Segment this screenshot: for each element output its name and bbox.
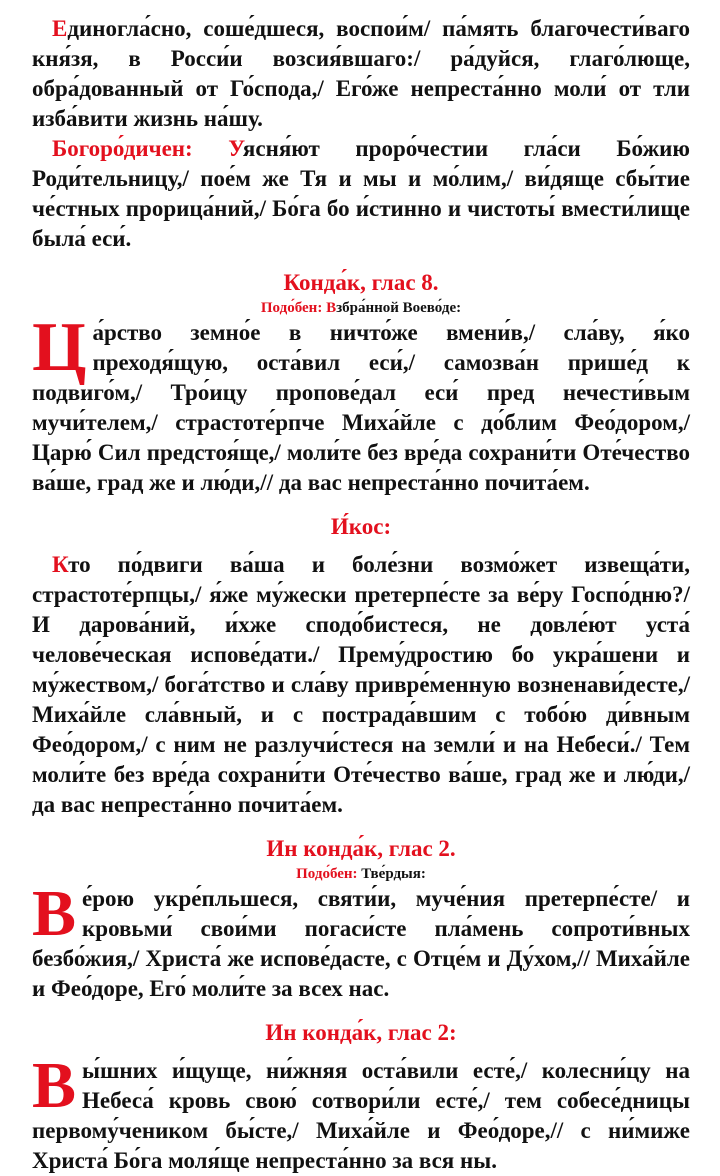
red-initial-letter: К [52, 552, 69, 577]
kondak-text-paragraph [32, 309, 690, 498]
in-kondak-text-1: е́рою укре́пльшеся, святи́и, муче́ния претерпе́сте/ и кровьми́ свои́ми погаси́сте пла́мень сопроти́вных безбо́жия,/ Христа́ же испове́дасте, с Отце́м и Ду́хом,// Миха́йле и Фео́доре, Его́ моли́те за всех нас. [32, 886, 690, 1001]
podoben-initial: В [326, 300, 337, 316]
in-kondak-paragraph-1 [32, 877, 690, 1004]
kondak-text: а́рство земно́е в ничто́же вмени́в,/ сла́ву, я́ко преходя́щую, оста́вил еси́,/ самозва́н прише́д к подвиго́м,/ Тро́ицу пропове́дал еси́ пред нечести́вым мучи́телем,/ страстоте́рпче Миха́йле с до́блим Фео́дором,/ Царю́ Сил предстоя́ще,/ моли́те без вре́да сохрани́ти Оте́чество ва́ше, град же и лю́ди,// да вас непреста́нно почита́ем. [32, 320, 690, 495]
podoben-text: збра́нной Воево́де: [336, 300, 462, 316]
in-kondak-podoben [32, 864, 690, 884]
bogorodichen-text: ясня́ют проро́честии гла́си Бо́жию Роди́тельницу,/ пое́м же Тя и мы и мо́лим,/ ви́дяще сбы́тие че́стных прорица́ний,/ Бо́га бо и́стинно и чистоты́ вмести́лище была́ еси́. [32, 136, 690, 251]
in-kondak-paragraph-2 [32, 1049, 690, 1176]
red-initial-letter: У [228, 136, 243, 161]
bogorodichen-paragraph [32, 134, 690, 254]
kondak-heading: Конда́к, глас 8. [283, 270, 439, 295]
podoben-text: Тве́рдыя: [361, 866, 426, 882]
drop-cap-initial: В [32, 1049, 77, 1122]
in-kondak-heading-1: Ин конда́к, глас 2. [266, 836, 456, 861]
red-initial-letter: Е [52, 16, 68, 41]
drop-cap-initial: Ц [32, 309, 87, 386]
in-kondak-heading-2: Ин конда́к, глас 2: [265, 1020, 457, 1045]
podoben-label: Подо́бен: [260, 300, 327, 316]
ikos-text: то по́двиги ва́ша и боле́зни возмо́жет извеща́ти, страстоте́рпцы,/ я́же му́жески претерпе́сте за ве́ру Госпо́дню?/ И дарова́ний, и́хже сподо́бистеся, не довле́ют уста́ челове́ческая испове́дати./ Прему́дростию бо укра́шени и му́жеством,/ бога́тство и сла́ву привре́менную возненави́десте,/ Миха́йле сла́вный, и с пострада́вшим с тобо́ю ди́вным Фео́дором,/ с ним не разлучи́стеся на земли́ и на Небеси́./ Тем моли́те без вре́да сохрани́ти Оте́чество ва́ше, град же и лю́ди,/ да вас непреста́нно почита́ем. [32, 552, 690, 817]
stichera-text: диногла́сно, соше́дшеся, воспои́м/ па́мять благочести́ваго кня́зя, в Росси́и возсия́вшаго:/ ра́дуйся, глаго́люще, обра́дованный от Го́спода,/ Его́же непреста́нно моли́ от тли изба́вити жизнь на́шу. [32, 16, 690, 131]
ikos-heading: И́кос: [330, 514, 392, 539]
kondak-podoben [32, 298, 690, 318]
podoben-label: Подо́бен: [296, 866, 362, 882]
in-kondak-text-2: ы́шних и́щуще, ни́жняя оста́вили есте́,/ колесни́цу на Небеса́ кровь свою́ сотвори́ли есте́,/ тем собесе́дницы первому́чеником бы́сте,/ Миха́йле и Фео́доре,// с ни́миже Христа́ Бо́га моля́ще непреста́нно за вся ны. [32, 1058, 690, 1173]
stichera-paragraph [32, 14, 690, 134]
drop-cap-initial: В [32, 877, 77, 950]
bogorodichen-label: Богоро́дичен: [52, 136, 229, 161]
ikos-paragraph [32, 550, 690, 820]
